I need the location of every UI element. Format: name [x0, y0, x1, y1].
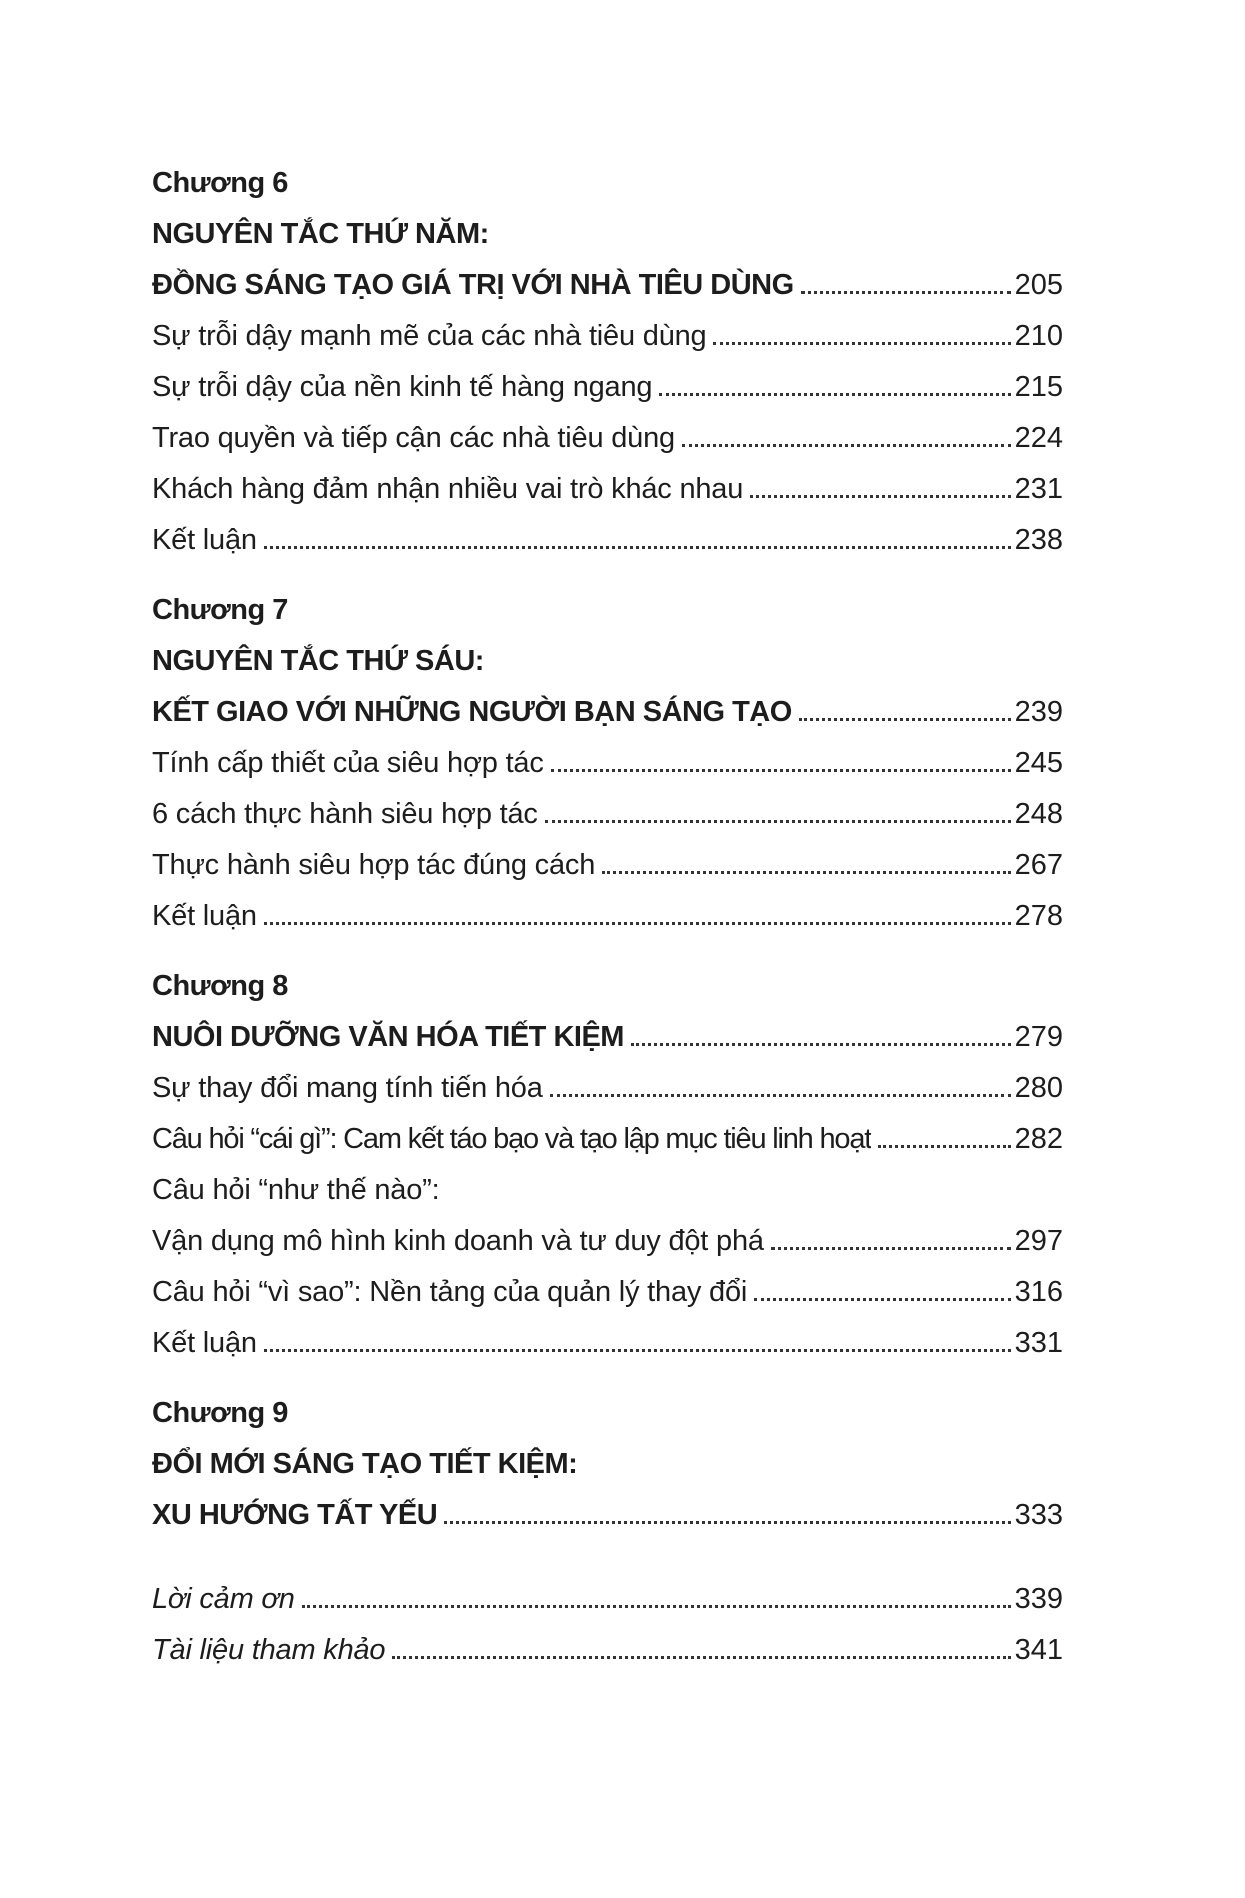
toc-entry-continuation-head [152, 1165, 1063, 1216]
page-number: 331 [1014, 1327, 1063, 1359]
chapter-number: Chương 9 [152, 1397, 288, 1429]
dot-leader [264, 1349, 1011, 1352]
page-number: 245 [1014, 747, 1063, 779]
entry-label: Kết luận [152, 1327, 257, 1359]
chapter-7-section [152, 585, 1063, 942]
chapter-title-row [152, 1012, 1063, 1063]
dot-leader [799, 718, 1011, 721]
entry-label: Kết luận [152, 900, 257, 932]
chapter-title: ĐỒNG SÁNG TẠO GIÁ TRỊ VỚI NHÀ TIÊU DÙNG [152, 269, 794, 301]
entry-label: Kết luận [152, 524, 257, 556]
entry-label: Tài liệu tham khảo [152, 1634, 386, 1666]
chapter-subtitle-row [152, 209, 1063, 260]
toc-entry [152, 1574, 1063, 1625]
dot-leader [750, 495, 1010, 498]
toc-entry [152, 789, 1063, 840]
dot-leader [602, 871, 1010, 874]
page-number: 231 [1014, 473, 1063, 505]
page-number: 282 [1014, 1123, 1063, 1155]
toc-entry [152, 413, 1063, 464]
toc-entry [152, 362, 1063, 413]
toc-entry [152, 464, 1063, 515]
chapter-subtitle: NGUYÊN TẮC THỨ SÁU: [152, 645, 484, 677]
chapter-number-row [152, 158, 1063, 209]
dot-leader [713, 342, 1010, 345]
entry-label: Khách hàng đảm nhận nhiều vai trò khác nhau [152, 473, 744, 505]
dot-leader [771, 1247, 1011, 1250]
toc-entry [152, 1063, 1063, 1114]
page-number: 267 [1014, 849, 1063, 881]
chapter-title: XU HƯỚNG TẤT YẾU [152, 1499, 438, 1531]
toc-entry [152, 1625, 1063, 1676]
entry-label: Lời cảm ơn [152, 1583, 295, 1615]
chapter-title-row [152, 260, 1063, 311]
chapter-subtitle-row [152, 636, 1063, 687]
table-of-contents [152, 158, 1063, 1676]
entry-label: Trao quyền và tiếp cận các nhà tiêu dùng [152, 422, 675, 454]
page-number: 339 [1014, 1583, 1063, 1615]
page-number: 248 [1014, 798, 1063, 830]
chapter-9-section [152, 1388, 1063, 1541]
dot-leader [551, 769, 1011, 772]
entry-label: Sự thay đổi mang tính tiến hóa [152, 1072, 543, 1104]
chapter-subtitle: NGUYÊN TẮC THỨ NĂM: [152, 218, 489, 250]
chapter-number: Chương 6 [152, 167, 288, 199]
dot-leader [878, 1145, 1010, 1148]
page-number: 278 [1014, 900, 1063, 932]
chapter-number: Chương 7 [152, 594, 288, 626]
entry-label: Câu hỏi “như thế nào”: [152, 1174, 440, 1206]
dot-leader [264, 546, 1011, 549]
dot-leader [631, 1043, 1011, 1046]
chapter-subtitle: ĐỔI MỚI SÁNG TẠO TIẾT KIỆM: [152, 1448, 578, 1480]
entry-label: Thực hành siêu hợp tác đúng cách [152, 849, 596, 881]
page-number: 279 [1014, 1021, 1063, 1053]
toc-entry [152, 891, 1063, 942]
entry-label: Câu hỏi “vì sao”: Nền tảng của quản lý thay đổi [152, 1276, 748, 1308]
chapter-subtitle-row [152, 1439, 1063, 1490]
page-number: 210 [1014, 320, 1063, 352]
entry-label: 6 cách thực hành siêu hợp tác [152, 798, 538, 830]
toc-entry [152, 311, 1063, 362]
chapter-6-section [152, 158, 1063, 566]
page-number: 297 [1014, 1225, 1063, 1257]
chapter-title-row [152, 1490, 1063, 1541]
dot-leader [754, 1298, 1010, 1301]
toc-entry [152, 1267, 1063, 1318]
dot-leader [801, 291, 1011, 294]
dot-leader [545, 820, 1011, 823]
chapter-8-section [152, 961, 1063, 1369]
dot-leader [444, 1521, 1010, 1524]
dot-leader [302, 1605, 1011, 1608]
page-number: 239 [1014, 696, 1063, 728]
entry-label: Sự trỗi dậy của nền kinh tế hàng ngang [152, 371, 653, 403]
page-number: 333 [1014, 1499, 1063, 1531]
page-number: 280 [1014, 1072, 1063, 1104]
entry-label: Câu hỏi “cái gì”: Cam kết táo bạo và tạo lập mục tiêu linh hoạt [152, 1123, 872, 1155]
chapter-number: Chương 8 [152, 970, 288, 1002]
back-matter-section [152, 1574, 1063, 1676]
chapter-title: NUÔI DƯỠNG VĂN HÓA TIẾT KIỆM [152, 1021, 624, 1053]
page-number: 215 [1014, 371, 1063, 403]
chapter-number-row [152, 585, 1063, 636]
dot-leader [550, 1094, 1011, 1097]
page-number: 224 [1014, 422, 1063, 454]
toc-entry [152, 738, 1063, 789]
chapter-number-row [152, 961, 1063, 1012]
page-number: 205 [1014, 269, 1063, 301]
page-number: 238 [1014, 524, 1063, 556]
toc-entry [152, 1318, 1063, 1369]
dot-leader [682, 444, 1011, 447]
chapter-number-row [152, 1388, 1063, 1439]
page-number: 341 [1014, 1634, 1063, 1666]
entry-label: Vận dụng mô hình kinh doanh và tư duy đột phá [152, 1225, 764, 1257]
dot-leader [659, 393, 1010, 396]
entry-label: Tính cấp thiết của siêu hợp tác [152, 747, 544, 779]
page-number: 316 [1014, 1276, 1063, 1308]
chapter-title: KẾT GIAO VỚI NHỮNG NGƯỜI BẠN SÁNG TẠO [152, 696, 792, 728]
toc-entry [152, 515, 1063, 566]
dot-leader [392, 1656, 1010, 1659]
chapter-title-row [152, 687, 1063, 738]
toc-entry [152, 1114, 1063, 1165]
toc-entry [152, 1216, 1063, 1267]
toc-entry [152, 840, 1063, 891]
entry-label: Sự trỗi dậy mạnh mẽ của các nhà tiêu dùng [152, 320, 707, 352]
dot-leader [264, 922, 1011, 925]
